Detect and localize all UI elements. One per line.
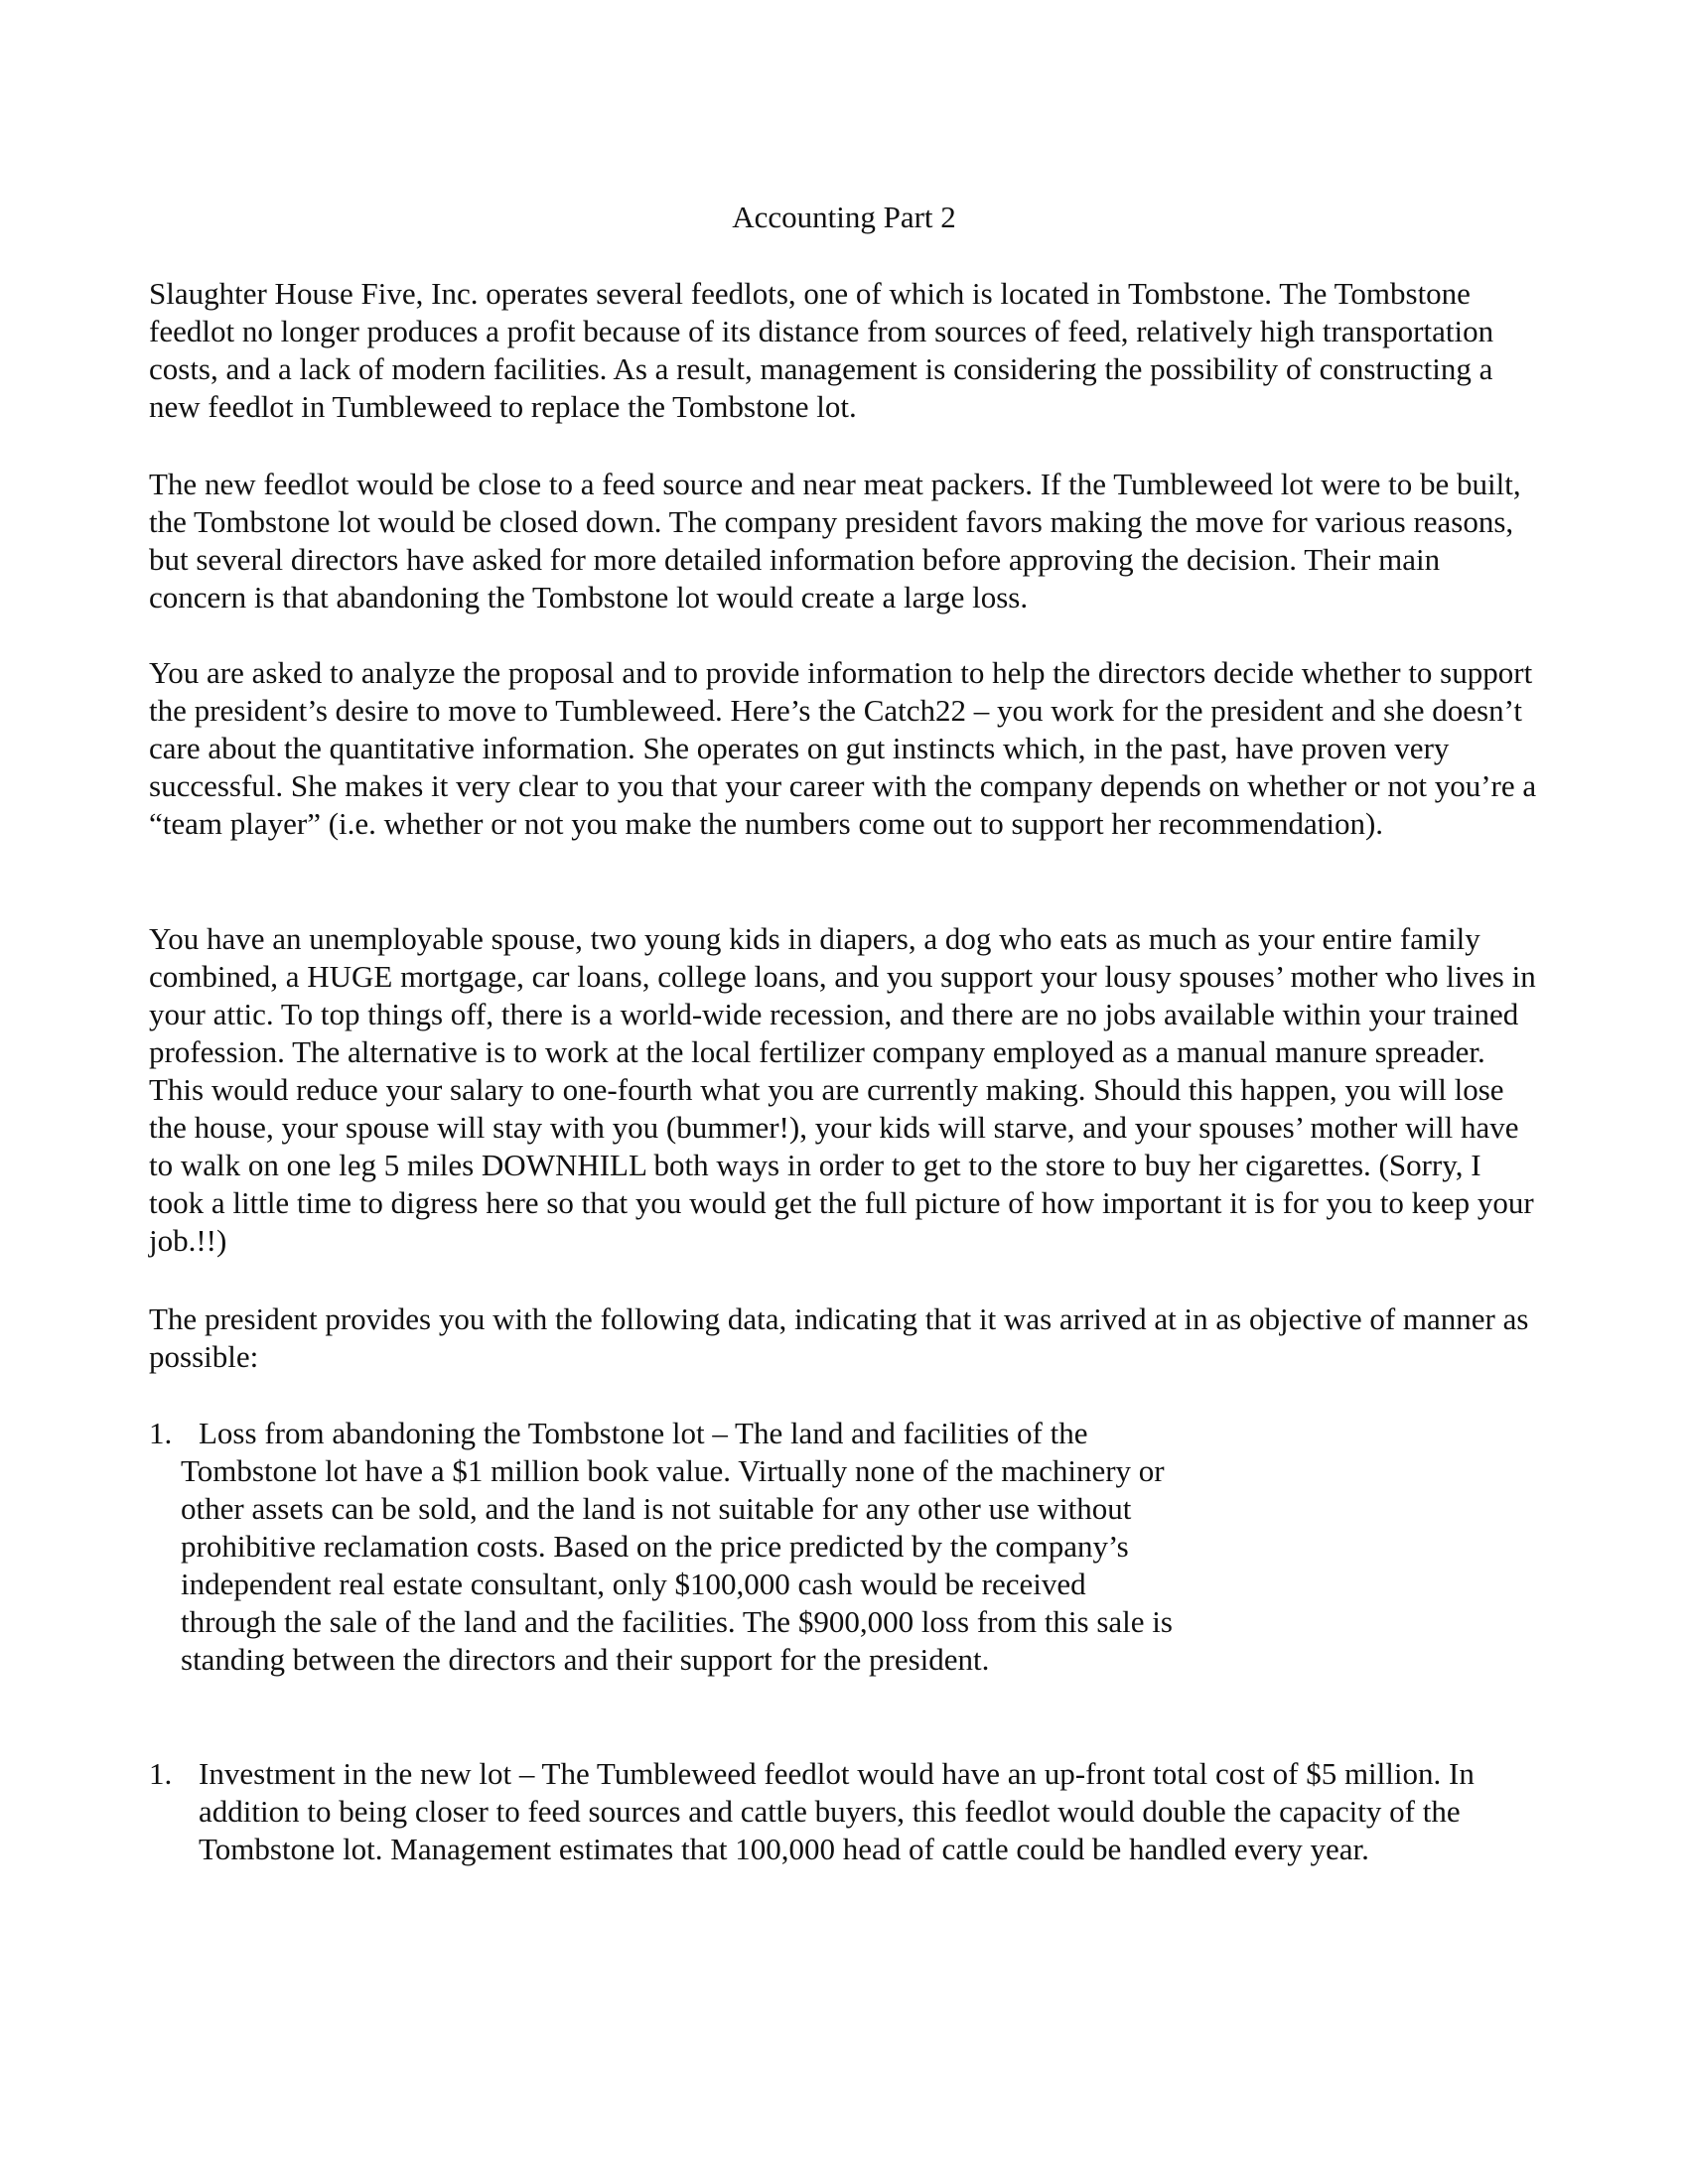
paragraph-president-data: The president provides you with the following data, indicating that it was arrived at in as objective of manner as possible: [149,1301,1529,1374]
document-title: Accounting Part 2 [732,200,956,234]
paragraph-personal-situation: You have an unemployable spouse, two young kids in diapers, a dog who eats as much as your entire family combined, a HUGE mortgage, car loans, college loans, and you support your lousy spouses’ mother who lives in your attic. To top things off, there is a world-wide recession, and there are no jobs available within your trained profession. The alternative is to work at the local fertilizer company employed as a manual manure spreader. This would reduce your salary to one-fourth what you are currently making. Should this happen, you will lose the house, your spouse will stay with you (bummer!), your kids will starve, and your spouses’ mother will have to walk on one leg 5 miles DOWNHILL both ways in order to get to the store to buy her cigarettes. (Sorry, I took a little time to digress here so that you would get the full picture of how important it is for you to keep your job.!!) [149,921,1536,1258]
paragraph-new-feedlot: The new feedlot would be close to a feed source and near meat packers. If the Tumbleweed lot were to be built, the Tombstone lot would be closed down. The company president favors making the move for various reasons, but several directors have asked for more detailed information before approving the decision. Their main concern is that abandoning the Tombstone lot would create a large loss. [149,467,1521,614]
list-item [149,1415,1182,1679]
list-item-text: Investment in the new lot – The Tumbleweed feedlot would have an up-front total cost of $5 million. In addition to being closer to feed sources and cattle buyers, this feedlot would double the capacity of the Tombstone lot. Management estimates that 100,000 head of cattle could be handled every year. [199,1756,1475,1866]
list-item [149,1755,1559,1868]
paragraph-intro: Slaughter House Five, Inc. operates several feedlots, one of which is located in Tombstone. The Tombstone feedlot no longer produces a profit because of its distance from sources of feed, relatively high transportation costs, and a lack of modern facilities. As a result, management is considering the possibility of constructing a new feedlot in Tumbleweed to replace the Tombstone lot. [149,276,1494,424]
list-item-number: 1. [149,1416,173,1450]
list-item-number: 1. [149,1756,173,1791]
list-item-text: Loss from abandoning the Tombstone lot – The land and facilities of the Tombstone lot have a $1 million book value. Virtually none of the machinery or other assets can be sold, and the land is not suitable for any other use without prohibitive reclamation costs. Based on the price predicted by the company’s independent real estate consultant, only $100,000 cash would be received through the sale of the land and the facilities. The $900,000 loss from this sale is standing between the directors and their support for the president. [181,1416,1173,1677]
paragraph-assignment: You are asked to analyze the proposal and to provide information to help the directors decide whether to support the president’s desire to move to Tumbleweed. Here’s the Catch22 – you work for the president and she doesn’t care about the quantitative information. She operates on gut instincts which, in the past, have proven very successful. She makes it very clear to you that your career with the company depends on whether or not you’re a “team player” (i.e. whether or not you make the numbers come out to support her recommendation). [149,655,1537,841]
